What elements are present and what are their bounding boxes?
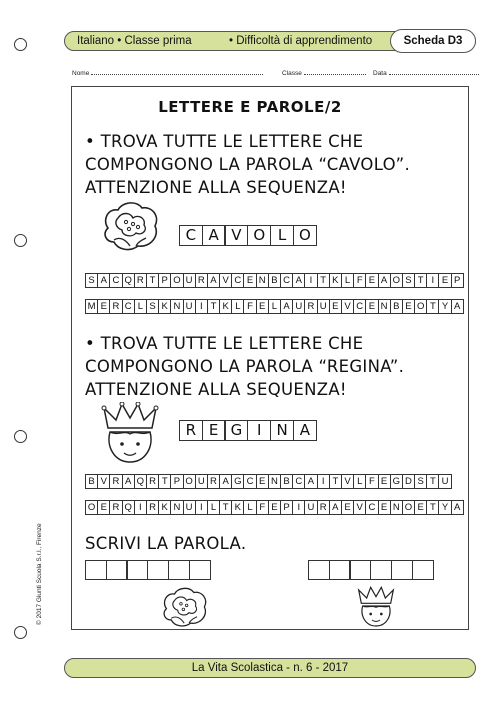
answer-cell[interactable]	[412, 560, 434, 580]
letter-cell: I	[247, 420, 271, 441]
letter-cell[interactable]: E	[402, 299, 415, 314]
header-subject: Italiano • Classe prima	[77, 35, 192, 47]
letter-cell[interactable]: K	[231, 500, 244, 515]
letter-cell[interactable]: L	[243, 500, 256, 515]
letter-cell[interactable]: S	[146, 299, 159, 314]
letter-cell[interactable]: U	[183, 299, 196, 314]
letter-cell[interactable]: D	[402, 474, 415, 489]
letter-cell[interactable]: N	[256, 273, 269, 288]
letter-cell[interactable]: K	[219, 299, 232, 314]
letter-cell[interactable]: R	[146, 500, 159, 515]
ex2-letter-row-1[interactable]	[86, 474, 452, 489]
letter-cell[interactable]: A	[292, 273, 305, 288]
letter-cell: E	[202, 420, 226, 441]
letter-cell[interactable]: E	[341, 500, 354, 515]
ex1-word-cavolo	[180, 225, 317, 246]
letter-cell[interactable]: A	[304, 474, 317, 489]
ex1-letter-row-2[interactable]	[86, 299, 464, 314]
class-label: Classe	[282, 70, 302, 77]
letter-cell[interactable]: C	[231, 273, 244, 288]
letter-cell[interactable]: L	[207, 500, 220, 515]
letter-cell[interactable]: C	[122, 299, 135, 314]
answer-cell[interactable]	[391, 560, 413, 580]
letter-cell[interactable]: R	[317, 500, 330, 515]
answer-cell[interactable]	[106, 560, 128, 580]
letter-cell[interactable]: V	[353, 500, 366, 515]
letter-cell[interactable]: B	[280, 474, 293, 489]
letter-cell[interactable]: I	[304, 273, 317, 288]
letter-cell: L	[270, 225, 294, 246]
letter-cell[interactable]: P	[158, 273, 171, 288]
name-label: Nome	[72, 70, 90, 77]
letter-cell[interactable]: M	[85, 299, 98, 314]
letter-cell[interactable]: E	[414, 500, 427, 515]
letter-cell[interactable]: U	[195, 474, 208, 489]
queen-icon	[100, 402, 160, 468]
answer-cell[interactable]	[147, 560, 169, 580]
letter-cell[interactable]: A	[329, 500, 342, 515]
ex3-instruction: SCRIVI LA PAROLA.	[85, 534, 247, 553]
letter-cell[interactable]: F	[353, 273, 366, 288]
answer-cell[interactable]	[126, 560, 148, 580]
queen-small-icon	[356, 586, 396, 630]
letter-cell[interactable]: A	[378, 273, 391, 288]
letter-cell: A	[202, 225, 226, 246]
letter-cell[interactable]: R	[207, 474, 220, 489]
letter-cell[interactable]: U	[292, 299, 305, 314]
answer-cell[interactable]	[189, 560, 211, 580]
letter-cell[interactable]: G	[390, 474, 403, 489]
letter-cell[interactable]: I	[292, 500, 305, 515]
letter-cell[interactable]: T	[207, 299, 220, 314]
letter-cell[interactable]: O	[414, 299, 427, 314]
copyright-notice: © 2017 Giunti Scuola S.r.l., Firenze	[36, 523, 43, 625]
letter-cell[interactable]: A	[207, 273, 220, 288]
letter-cell[interactable]: A	[451, 299, 464, 314]
letter-cell[interactable]: T	[329, 474, 342, 489]
letter-cell[interactable]: C	[243, 474, 256, 489]
letter-cell[interactable]: R	[146, 474, 159, 489]
letter-cell: O	[293, 225, 317, 246]
letter-cell[interactable]: T	[146, 273, 159, 288]
letter-cell[interactable]: E	[329, 299, 342, 314]
binder-hole-3	[14, 430, 27, 443]
letter-cell[interactable]: T	[219, 500, 232, 515]
letter-cell[interactable]: V	[97, 474, 110, 489]
letter-cell[interactable]: P	[280, 500, 293, 515]
letter-cell[interactable]: C	[292, 474, 305, 489]
date-label: Data	[373, 70, 387, 77]
letter-cell[interactable]: R	[195, 273, 208, 288]
letter-cell[interactable]: L	[341, 273, 354, 288]
letter-cell[interactable]: E	[268, 500, 281, 515]
ex2-instruction-line1: • TROVA TUTTE LE LETTERE CHE	[85, 334, 364, 353]
letter-cell[interactable]: L	[134, 299, 147, 314]
letter-cell[interactable]: T	[414, 273, 427, 288]
letter-cell[interactable]: I	[134, 500, 147, 515]
letter-cell[interactable]: G	[231, 474, 244, 489]
answer-cell[interactable]	[349, 560, 371, 580]
letter-cell[interactable]: R	[109, 474, 122, 489]
letter-cell[interactable]: Y	[438, 500, 451, 515]
letter-cell[interactable]: U	[317, 299, 330, 314]
sheet-label: Scheda D3	[390, 29, 476, 53]
ex2-instruction-line2: COMPONGONO LA PAROLA “REGINA”.	[85, 357, 405, 376]
letter-cell[interactable]: T	[317, 273, 330, 288]
letter-cell[interactable]: A	[219, 474, 232, 489]
letter-cell[interactable]: B	[268, 273, 281, 288]
letter-cell[interactable]: B	[85, 474, 98, 489]
letter-cell: R	[179, 420, 203, 441]
letter-cell[interactable]: R	[134, 273, 147, 288]
letter-cell[interactable]: L	[231, 299, 244, 314]
letter-cell[interactable]: U	[438, 474, 451, 489]
letter-cell[interactable]: B	[390, 299, 403, 314]
letter-cell[interactable]: C	[353, 299, 366, 314]
letter-cell[interactable]: L	[353, 474, 366, 489]
answer-cell[interactable]	[168, 560, 190, 580]
letter-cell[interactable]: O	[390, 273, 403, 288]
ex2-instruction-line3: ATTENZIONE ALLA SEQUENZA!	[85, 380, 347, 399]
letter-cell[interactable]: E	[438, 273, 451, 288]
date-field[interactable]	[373, 69, 479, 77]
header-bar	[64, 31, 476, 51]
letter-cell[interactable]: T	[426, 500, 439, 515]
letter-cell[interactable]: P	[451, 273, 464, 288]
letter-cell[interactable]: A	[97, 273, 110, 288]
letter-cell[interactable]: O	[402, 500, 415, 515]
letter-cell[interactable]: E	[256, 299, 269, 314]
letter-cell[interactable]: F	[256, 500, 269, 515]
ex2-letter-row-2[interactable]	[86, 500, 464, 515]
letter-cell[interactable]: L	[268, 299, 281, 314]
letter-cell[interactable]: F	[243, 299, 256, 314]
letter-cell[interactable]: N	[170, 299, 183, 314]
letter-cell[interactable]: Q	[122, 273, 135, 288]
letter-cell[interactable]: Y	[438, 299, 451, 314]
letter-cell[interactable]: C	[365, 500, 378, 515]
letter-cell[interactable]: T	[426, 474, 439, 489]
footer-bar: La Vita Scolastica - n. 6 - 2017	[64, 658, 476, 678]
letter-cell[interactable]: E	[378, 474, 391, 489]
answer-cell[interactable]	[85, 560, 107, 580]
letter-cell[interactable]: T	[426, 299, 439, 314]
letter-cell[interactable]: E	[256, 474, 269, 489]
letter-cell[interactable]: Q	[134, 474, 147, 489]
letter-cell: V	[224, 225, 248, 246]
header-topic: • Difficoltà di apprendimento	[229, 35, 373, 47]
cabbage-small-icon	[156, 586, 214, 628]
ex1-instruction-line1: • TROVA TUTTE LE LETTERE CHE	[85, 132, 364, 151]
letter-cell[interactable]: E	[365, 273, 378, 288]
letter-cell[interactable]: U	[183, 273, 196, 288]
letter-cell[interactable]: C	[109, 273, 122, 288]
answer-cell[interactable]	[329, 560, 351, 580]
letter-cell[interactable]: S	[402, 273, 415, 288]
answer-boxes-regina[interactable]	[309, 560, 434, 580]
class-field[interactable]	[282, 69, 366, 77]
letter-cell[interactable]: E	[97, 299, 110, 314]
letter-cell[interactable]: V	[219, 273, 232, 288]
letter-cell[interactable]: P	[170, 474, 183, 489]
letter-cell[interactable]: O	[170, 273, 183, 288]
letter-cell: A	[293, 420, 317, 441]
letter-cell[interactable]: E	[243, 273, 256, 288]
ex2-word-regina	[180, 420, 317, 441]
ex1-letter-row-1[interactable]	[86, 273, 464, 288]
letter-cell[interactable]: N	[170, 500, 183, 515]
letter-cell[interactable]: I	[426, 273, 439, 288]
letter-cell[interactable]: E	[97, 500, 110, 515]
worksheet-title: LETTERE E PAROLE/2	[158, 98, 342, 116]
letter-cell[interactable]: T	[158, 474, 171, 489]
letter-cell: N	[270, 420, 294, 441]
answer-boxes-cavolo[interactable]	[86, 560, 211, 580]
letter-cell: C	[179, 225, 203, 246]
letter-cell[interactable]: R	[109, 299, 122, 314]
binder-hole-4	[14, 626, 27, 639]
letter-cell[interactable]: R	[109, 500, 122, 515]
letter-cell[interactable]: C	[280, 273, 293, 288]
letter-cell[interactable]: I	[195, 299, 208, 314]
letter-cell[interactable]: A	[122, 474, 135, 489]
letter-cell[interactable]: R	[304, 299, 317, 314]
letter-cell[interactable]: O	[85, 500, 98, 515]
letter-cell[interactable]: I	[317, 474, 330, 489]
letter-cell[interactable]: E	[365, 299, 378, 314]
binder-hole-2	[14, 234, 27, 247]
letter-cell[interactable]: K	[158, 299, 171, 314]
letter-cell[interactable]: S	[414, 474, 427, 489]
letter-cell[interactable]: N	[268, 474, 281, 489]
ex1-instruction-line2: COMPONGONO LA PAROLA “CAVOLO”.	[85, 155, 411, 174]
letter-cell[interactable]: O	[183, 474, 196, 489]
letter-cell[interactable]: V	[341, 299, 354, 314]
letter-cell[interactable]: K	[158, 500, 171, 515]
answer-cell[interactable]	[308, 560, 330, 580]
letter-cell[interactable]: U	[304, 500, 317, 515]
letter-cell[interactable]: Q	[122, 500, 135, 515]
letter-cell[interactable]: A	[451, 500, 464, 515]
letter-cell[interactable]: U	[183, 500, 196, 515]
letter-cell[interactable]: N	[378, 299, 391, 314]
letter-cell[interactable]: E	[378, 500, 391, 515]
letter-cell[interactable]: K	[329, 273, 342, 288]
letter-cell[interactable]: A	[280, 299, 293, 314]
binder-hole-1	[14, 38, 27, 51]
letter-cell[interactable]: F	[365, 474, 378, 489]
letter-cell[interactable]: V	[341, 474, 354, 489]
letter-cell: O	[247, 225, 271, 246]
letter-cell[interactable]: N	[390, 500, 403, 515]
ex1-instruction-line3: ATTENZIONE ALLA SEQUENZA!	[85, 178, 347, 197]
letter-cell[interactable]: S	[85, 273, 98, 288]
cabbage-icon	[100, 200, 162, 252]
letter-cell: G	[224, 420, 248, 441]
name-field[interactable]	[72, 69, 263, 77]
letter-cell[interactable]: I	[195, 500, 208, 515]
answer-cell[interactable]	[370, 560, 392, 580]
